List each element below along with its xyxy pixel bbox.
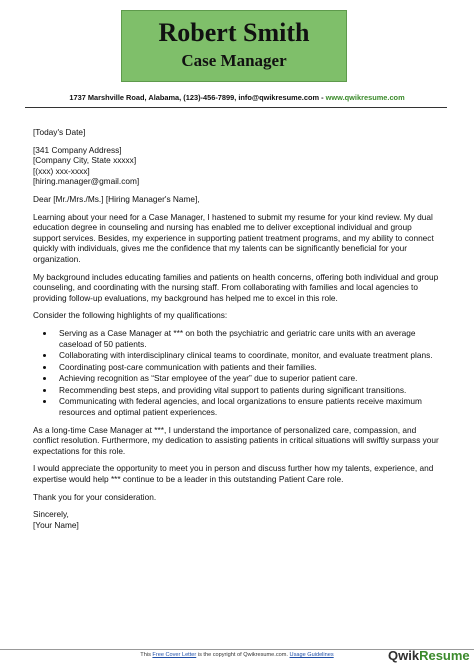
letter-date: [Today's Date] <box>33 127 86 137</box>
paragraph-background: My background includes educating families and patients on health concerns, offering both individual and group counseling, and coordinating with the nursing staff. From collaborating with families and local agencies to providing follow-up evaluations, my background has helped me to excel in this role. <box>33 271 439 303</box>
contact-details: 1737 Marshville Road, Alabama, (123)-456-7899, info@qwikresume.com <box>69 93 320 102</box>
highlights-intro: Consider the following highlights of my qualifications: <box>33 310 228 321</box>
logo-part-qwik: Qwik <box>388 648 420 663</box>
header-divider <box>25 107 447 108</box>
list-item: • Achieving recognition as “Star employee of the year” due to superior patient care. <box>55 373 441 384</box>
paragraph-intro: Learning about your need for a Case Manager, I hastened to submit my resume for your kind review. My dual education degree in counseling and nursing has enabled me to deliver exceptional individual and group support services. Besides, my experience in supporting patient treatment programs, and my ability to connect quickly with individuals, gives me the confidence that my talents can be significantly beneficial for your organization. <box>33 211 434 264</box>
list-item: • Serving as a Case Manager at *** on both the psychiatric and geriatric care units with an average caseload of 50 patients. <box>55 328 441 349</box>
free-cover-letter-link[interactable]: Free Cover Letter <box>152 652 197 658</box>
signature: [Your Name] <box>33 519 79 530</box>
list-item: • Collaborating with interdisciplinary clinical teams to coordinate, monitor, and evaluate treatment plans. <box>55 350 441 361</box>
address-line: [(xxx) xxx-xxxx] <box>33 165 90 176</box>
letter-body <box>33 127 441 530</box>
website-link[interactable]: www.qwikresume.com <box>325 93 405 102</box>
job-title: Case Manager <box>181 51 287 70</box>
contact-separator: - <box>319 93 326 102</box>
greeting: Dear [Mr./Mrs./Ms.] [Hiring Manager's Name], <box>33 193 200 204</box>
logo-part-resume: Resume <box>419 648 470 663</box>
header-name-box <box>121 10 347 82</box>
thanks-line: Thank you for your consideration. <box>33 491 157 502</box>
footer-pre: This <box>140 652 153 658</box>
address-line: [341 Company Address] <box>33 144 122 155</box>
usage-guidelines-link[interactable]: Usage Guidelines <box>289 652 334 658</box>
contact-line <box>0 93 474 102</box>
list-item: • Recommending best steps, and providing vital support to patients during significant transitions. <box>55 385 441 396</box>
list-item: • Communicating with federal agencies, and local organizations to ensure patients receive maximum resources and optimal patient experiences. <box>55 396 441 417</box>
qwikresume-logo <box>388 648 470 663</box>
paragraph-commitment: As a long-time Case Manager at ***, I understand the importance of personalized care, compassion, and conflict resolution. Furthermore, my dedication to assisting patients in critical situations will swiftly surpass your expectations for this role. <box>33 424 439 456</box>
closing: Sincerely, <box>33 509 69 520</box>
address-line: [hiring.manager@gmail.com] <box>33 176 140 187</box>
list-item: • Coordinating post-care communication with patients and their families. <box>55 362 441 373</box>
footer-mid: is the copyright of Qwikresume.com. <box>196 652 290 658</box>
highlights-list <box>33 328 441 418</box>
address-line: [Company City, State xxxxx] <box>33 155 137 166</box>
applicant-name: Robert Smith <box>158 18 310 47</box>
paragraph-meeting: I would appreciate the opportunity to meet you in person and discuss further how my talents, experience, and expertise would help *** continue to be a leader in this outstanding Patient Care role. <box>33 463 434 485</box>
